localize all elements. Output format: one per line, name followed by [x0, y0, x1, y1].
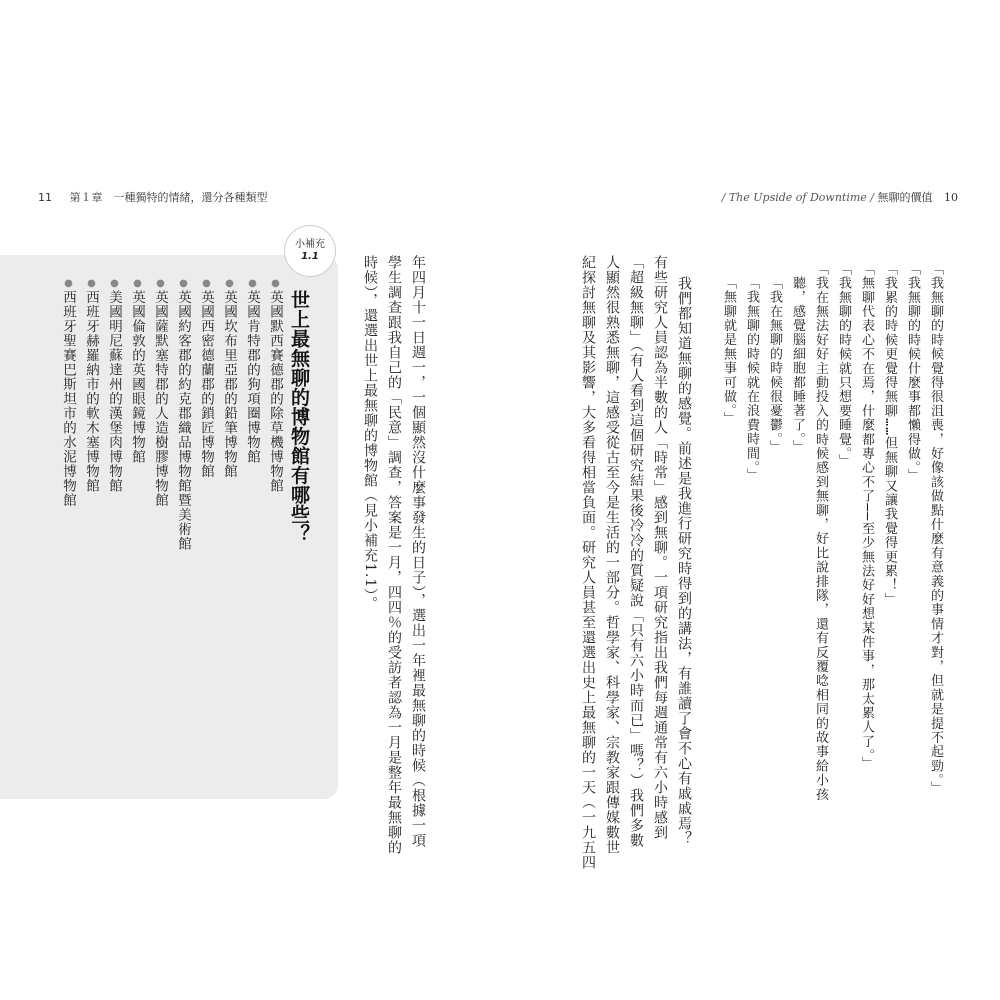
book-title-chinese: 無聊的價值 — [877, 191, 933, 204]
chapter-header: 第１章 一種獨特的情緒，還分各種類型 — [69, 191, 268, 204]
quote-line: 「無聊代表心不在焉，什麼都專心不了──至少無法好好想某件事，那太累人了。」 — [859, 262, 874, 771]
right-body-line: 人顯然很熟悉無聊，這感受從古至今是生活的一部分。哲學家、科學家、宗教家跟傳媒數世 — [604, 255, 620, 855]
quote-line: 「我在無聊的時候很憂鬱。」 — [767, 276, 782, 455]
left-body-line: 年四月十一日週一，一個顯然沒什麼事發生的日子），選出一年裡最無聊的時候（根據一項 — [410, 255, 426, 848]
list-item: ●英國默西賽德郡的除草機博物館 — [267, 278, 283, 493]
bullet-icon: ● — [178, 278, 189, 290]
left-body-line: 學生調查跟我自己的「民意」調查，答案是一月，四四％的受訪者認為一月是整年最無聊的 — [386, 255, 402, 855]
quote-line: 聽，感覺腦細胞都睡著了。」 — [790, 276, 805, 455]
list-item: ●美國明尼蘇達州的漢堡肉博物館 — [106, 278, 122, 493]
bullet-icon: ● — [155, 278, 166, 290]
quote-line: 「無聊就是無事可做。」 — [721, 276, 736, 426]
badge-label: 小補充 — [295, 239, 325, 250]
left-running-head — [38, 189, 268, 205]
book-title-english: / The Upside of Downtime / — [721, 191, 874, 204]
quote-line: 「我無聊的時候覺得很沮喪，好像該做點什麼有意義的事情才對，但就是提不起勁。」 — [928, 262, 943, 796]
bullet-icon: ● — [132, 278, 143, 290]
bullet-icon: ● — [247, 278, 258, 290]
right-body-line: 我們都知道無聊的感覺。前述是我進行研究時得到的講法，有誰讀了會不心有戚戚焉？ — [676, 276, 692, 846]
bullet-icon: ● — [270, 278, 281, 290]
right-body-line: 「超級無聊」（有人看到這個研究結果後冷冷的質疑說「只有六小時而已」嗎？）我們多數 — [628, 255, 644, 848]
quote-line: 「我無聊的時候就只想要睡覺。」 — [836, 262, 851, 469]
bullet-icon: ● — [63, 278, 74, 290]
bullet-icon: ● — [201, 278, 212, 290]
list-item: ●英國薩默塞特郡的人造樹膠博物館 — [152, 278, 168, 508]
sidebar-list — [58, 278, 283, 698]
list-item: ●西班牙赫羅納市的軟木塞博物館 — [83, 278, 99, 493]
left-page-number: 11 — [38, 191, 52, 204]
bullet-icon: ● — [224, 278, 235, 290]
list-item: ●英國西密德蘭郡的鎖匠博物館 — [198, 278, 214, 479]
list-item: ●英國肯特郡的狗項圈博物館 — [244, 278, 260, 464]
quote-line: 「我無聊的時候什麼事都懶得做。」 — [905, 262, 920, 483]
quote-line: 「我無聊的時候就在浪費時間。」 — [744, 276, 759, 483]
bullet-icon: ● — [86, 278, 97, 290]
right-body-line: 紀探討無聊及其影響，大多看得相當負面。研究人員甚至還選出史上最無聊的一天（一九五四 — [580, 255, 596, 870]
right-page-number: 10 — [944, 191, 958, 204]
sidebar-title: 世上最無聊的博物館有哪些？ — [288, 290, 310, 544]
left-body-line: 時候），還選出世上最無聊的博物館（見小補充1.1）。 — [362, 255, 378, 612]
bullet-icon: ● — [109, 278, 120, 290]
sidebar-badge — [284, 225, 336, 277]
list-item: ●英國約客郡的約克郡織品博物館暨美術館 — [175, 278, 191, 551]
list-item: ●英國坎布里亞郡的鉛筆博物館 — [221, 278, 237, 479]
right-running-head — [722, 189, 958, 205]
list-item: ●英國倫敦的英國眼鏡博物館 — [129, 278, 145, 464]
badge-number: 1.1 — [301, 251, 319, 262]
quote-line: 「我在無法好好主動投入的時候感到無聊，好比說排隊，還有反覆唸相同的故事給小孩 — [813, 262, 828, 802]
list-item: ●西班牙聖賽巴斯坦市的水泥博物館 — [60, 278, 76, 508]
quote-line: 「我累的時候更覺得無聊……但無聊又讓我覺得更累！」 — [882, 262, 897, 607]
right-body-line: 有些研究人員認為半數的人「時常」感到無聊。一項研究指出我們每週通常有六小時感到 — [652, 255, 668, 840]
